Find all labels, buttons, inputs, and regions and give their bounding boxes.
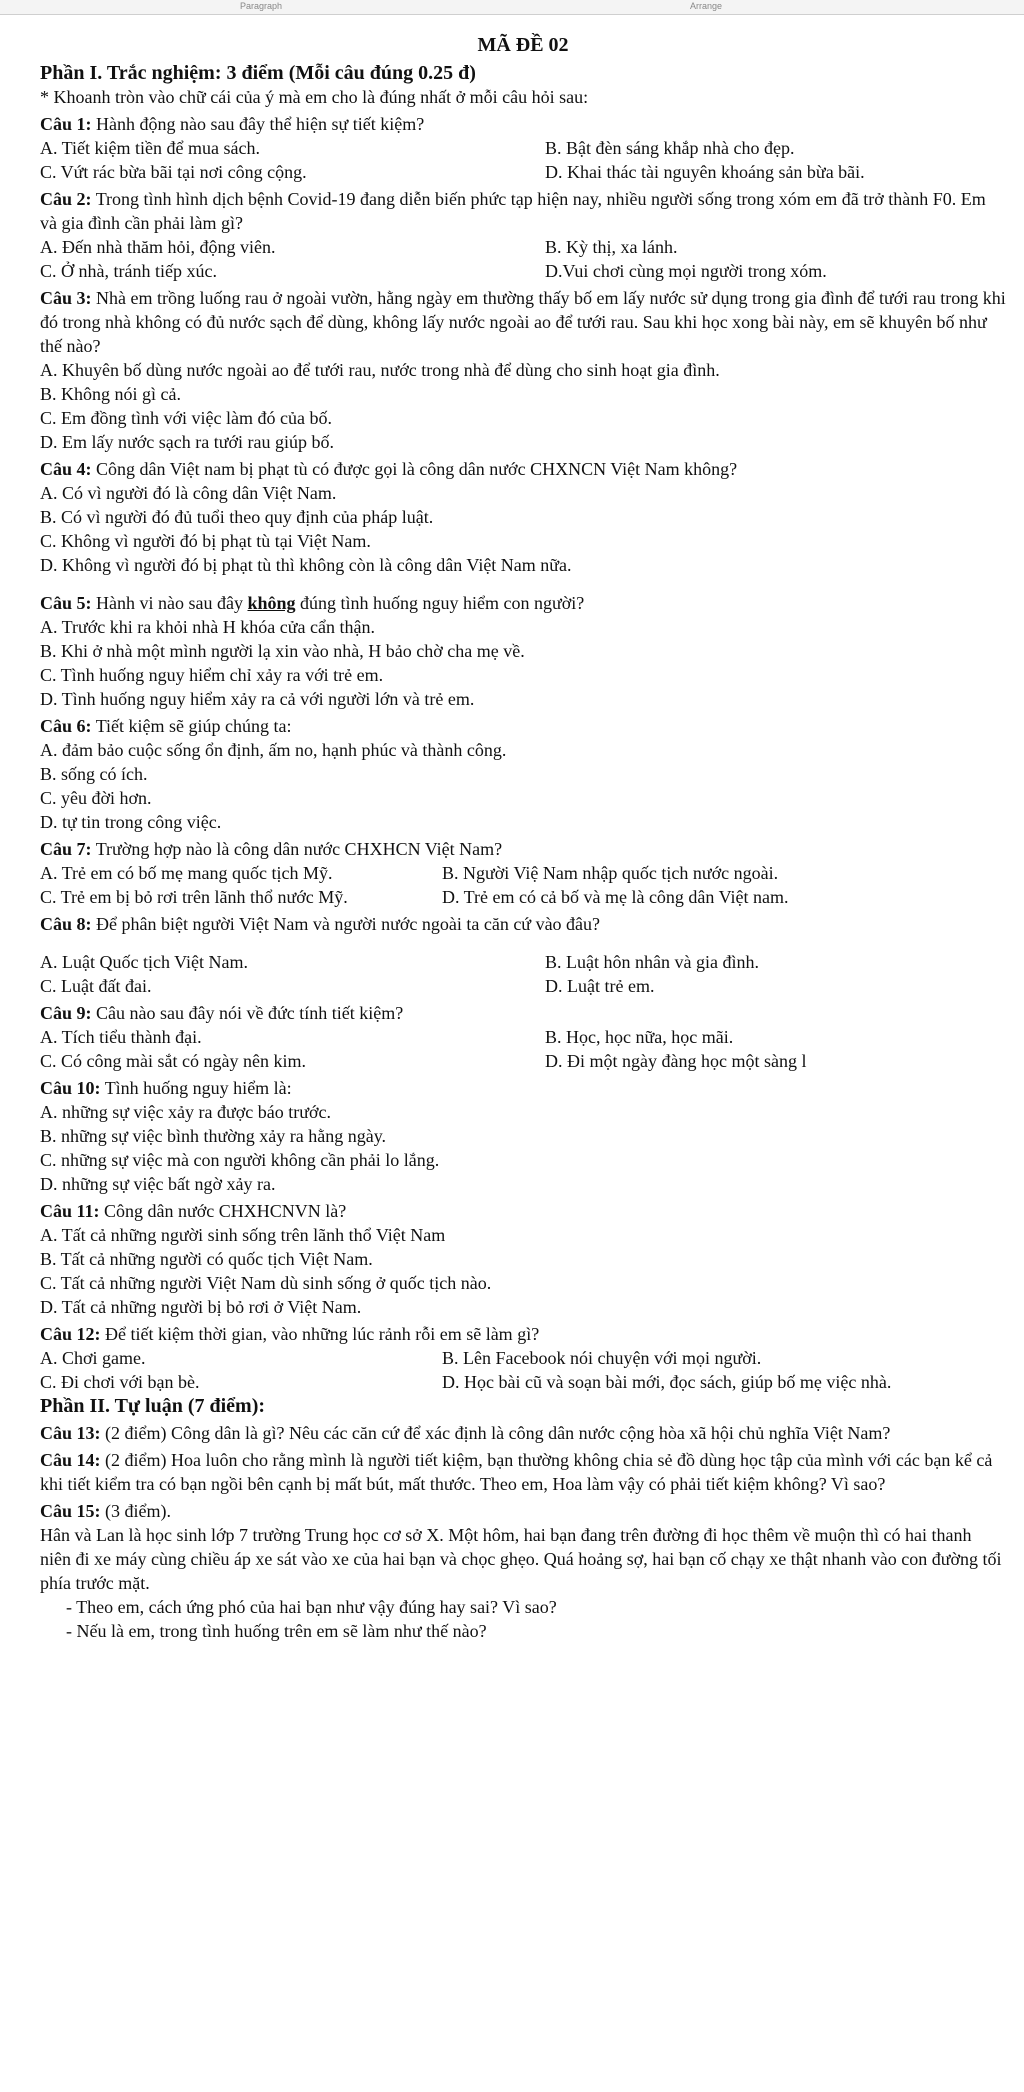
q3-option-a[interactable]: A. Khuyên bố dùng nước ngoài ao để tưới rau, nước trong nhà để dùng cho sinh hoạt gia đình. (40, 360, 720, 380)
q5-option-c[interactable]: C. Tình huống nguy hiểm chỉ xảy ra với trẻ em. (40, 665, 384, 685)
toolbar-ribbon (0, 0, 1024, 15)
q10-option-a[interactable]: A. những sự việc xảy ra được báo trước. (40, 1102, 331, 1122)
q1-text: Hành động nào sau đây thể hiện sự tiết kiệm? (91, 114, 425, 134)
q3-option-b[interactable]: B. Không nói gì cả. (40, 384, 181, 404)
question-15 (40, 1499, 1006, 1643)
q5-text-a: Hành vi nào sau đây (91, 593, 248, 613)
q7-option-b[interactable]: B. Người Việ Nam nhập quốc tịch nước ngoài. (442, 863, 779, 883)
q8-option-a[interactable]: A. Luật Quốc tịch Việt Nam. (40, 952, 249, 972)
q2-option-a[interactable]: A. Đến nhà thăm hỏi, động viên. (40, 237, 276, 257)
q6-text: Tiết kiệm sẽ giúp chúng ta: (91, 716, 292, 736)
q5-option-b[interactable]: B. Khi ở nhà một mình người lạ xin vào nhà, H bảo chờ cha mẹ về. (40, 641, 525, 661)
q15-body: Hân và Lan là học sinh lớp 7 trường Trung học cơ sở X. Một hôm, hai bạn đang trên đường đi học thêm về muộn thì có hai thanh niên đi xe máy cùng chiều áp xe sát vào xe của hai bạn và chọc ghẹo. Quá hoảng sợ, hai bạn cố chạy xe thật nhanh vào con đường tối phía trước mặt. (40, 1525, 1002, 1593)
question-5 (40, 591, 1006, 711)
q10-text: Tình huống nguy hiểm là: (100, 1078, 292, 1098)
q8-option-b[interactable]: B. Luật hôn nhân và gia đình. (545, 952, 759, 972)
q5-underlined-word: không (247, 593, 296, 613)
document-page (0, 15, 1024, 1643)
question-9 (40, 1001, 1006, 1073)
q12-option-a[interactable]: A. Chơi game. (40, 1348, 146, 1368)
q12-option-d[interactable]: D. Học bài cũ và soạn bài mới, đọc sách, giúp bố mẹ việc nhà. (442, 1372, 892, 1392)
q9-option-c[interactable]: C. Có công mài sắt có ngày nên kim. (40, 1051, 306, 1071)
q7-text: Trường hợp nào là công dân nước CHXHCN Việt Nam? (91, 839, 503, 859)
q4-option-b[interactable]: B. Có vì người đó đủ tuổi theo quy định của pháp luật. (40, 507, 434, 527)
q5-text-b: đúng tình huống nguy hiểm con người? (295, 593, 585, 613)
q12-option-c[interactable]: C. Đi chơi với bạn bè. (40, 1372, 200, 1392)
q1-label: Câu 1: (40, 114, 92, 134)
q6-label: Câu 6: (40, 716, 92, 736)
q15-subquestion-2: - Nếu là em, trong tình huống trên em sẽ làm như thế nào? (66, 1621, 487, 1641)
q4-text: Công dân Việt nam bị phạt tù có được gọi là công dân nước CHXNCN Việt Nam không? (91, 459, 738, 479)
q11-option-d[interactable]: D. Tất cả những người bị bỏ rơi ở Việt Nam. (40, 1297, 362, 1317)
question-14 (40, 1448, 1006, 1496)
q9-label: Câu 9: (40, 1003, 92, 1023)
q6-option-d[interactable]: D. tự tin trong công việc. (40, 812, 222, 832)
q12-option-b[interactable]: B. Lên Facebook nói chuyện với mọi người. (442, 1348, 762, 1368)
question-8 (40, 912, 1006, 998)
q13-label: Câu 13: (40, 1423, 101, 1443)
part2-title: Phần II. Tự luận (7 điểm): (40, 1395, 266, 1417)
q2-option-b[interactable]: B. Kỳ thị, xa lánh. (545, 237, 678, 257)
q8-label: Câu 8: (40, 914, 92, 934)
q11-option-a[interactable]: A. Tất cả những người sinh sống trên lãnh thổ Việt Nam (40, 1225, 446, 1245)
part1-instruction: * Khoanh tròn vào chữ cái của ý mà em cho là đúng nhất ở mỗi câu hỏi sau: (40, 87, 589, 107)
q6-option-c[interactable]: C. yêu đời hơn. (40, 788, 152, 808)
question-7 (40, 837, 1006, 909)
q2-label: Câu 2: (40, 189, 92, 209)
q4-option-c[interactable]: C. Không vì người đó bị phạt tù tại Việt Nam. (40, 531, 371, 551)
question-10 (40, 1076, 1006, 1196)
q14-text: (2 điểm) Hoa luôn cho rằng mình là người tiết kiệm, bạn thường không chia sẻ đồ dùng học tập của mình với các bạn kể cả khi tiết kiểm tra có bạn ngồi bên cạnh bị mất bút, mất thước. Theo em, Hoa làm vậy có phải tiết kiệm không? Vì sao? (40, 1450, 993, 1494)
q1-option-a[interactable]: A. Tiết kiệm tiền để mua sách. (40, 138, 260, 158)
q1-option-d[interactable]: D. Khai thác tài nguyên khoáng sản bừa bãi. (545, 162, 865, 182)
q2-text: Trong tình hình dịch bệnh Covid-19 đang diễn biến phức tạp hiện nay, nhiều người sống trong xóm em đã trở thành F0. Em và gia đình cần phải làm gì? (40, 189, 986, 233)
question-3 (40, 286, 1006, 454)
q10-option-b[interactable]: B. những sự việc bình thường xảy ra hằng ngày. (40, 1126, 387, 1146)
question-1 (40, 112, 1006, 184)
q4-option-a[interactable]: A. Có vì người đó là công dân Việt Nam. (40, 483, 337, 503)
q9-text: Câu nào sau đây nói về đức tính tiết kiệm? (91, 1003, 404, 1023)
q2-option-d[interactable]: D.Vui chơi cùng mọi người trong xóm. (545, 261, 827, 281)
q7-option-d[interactable]: D. Trẻ em có cả bố và mẹ là công dân Việt nam. (442, 887, 789, 907)
q15-text: (3 điểm). (100, 1501, 171, 1521)
question-4 (40, 457, 1006, 577)
q3-option-c[interactable]: C. Em đồng tình với việc làm đó của bố. (40, 408, 332, 428)
q9-option-d[interactable]: D. Đi một ngày đàng học một sàng l (545, 1051, 807, 1071)
q11-text: Công dân nước CHXHCNVN là? (99, 1201, 347, 1221)
q3-label: Câu 3: (40, 288, 92, 308)
q13-text: (2 điểm) Công dân là gì? Nêu các căn cứ để xác định là công dân nước cộng hòa xã hội chủ nghĩa Việt Nam? (100, 1423, 891, 1443)
q8-option-c[interactable]: C. Luật đất đai. (40, 976, 152, 996)
q5-label: Câu 5: (40, 593, 92, 613)
q5-option-d[interactable]: D. Tình huống nguy hiểm xảy ra cả với người lớn và trẻ em. (40, 689, 475, 709)
ribbon-paragraph-label[interactable]: Paragraph (240, 1, 283, 11)
ribbon-arrange-label[interactable]: Arrange (690, 1, 723, 11)
question-13 (40, 1421, 1006, 1445)
q6-option-b[interactable]: B. sống có ích. (40, 764, 148, 784)
q8-text: Để phân biệt người Việt Nam và người nước ngoài ta căn cứ vào đâu? (91, 914, 601, 934)
question-2 (40, 187, 1006, 283)
q4-option-d[interactable]: D. Không vì người đó bị phạt tù thì không còn là công dân Việt Nam nữa. (40, 555, 572, 575)
q5-option-a[interactable]: A. Trước khi ra khỏi nhà H khóa cửa cẩn thận. (40, 617, 375, 637)
q3-option-d[interactable]: D. Em lấy nước sạch ra tưới rau giúp bố. (40, 432, 334, 452)
q7-option-a[interactable]: A. Trẻ em có bố mẹ mang quốc tịch Mỹ. (40, 863, 333, 883)
q2-option-c[interactable]: C. Ở nhà, tránh tiếp xúc. (40, 261, 217, 281)
q10-label: Câu 10: (40, 1078, 101, 1098)
q8-option-d[interactable]: D. Luật trẻ em. (545, 976, 655, 996)
q7-option-c[interactable]: C. Trẻ em bị bỏ rơi trên lãnh thổ nước Mỹ. (40, 887, 348, 907)
q12-text: Để tiết kiệm thời gian, vào những lúc rảnh rỗi em sẽ làm gì? (100, 1324, 540, 1344)
question-11 (40, 1199, 1006, 1319)
question-12 (40, 1322, 1006, 1394)
question-6 (40, 714, 1006, 834)
q3-text: Nhà em trồng luống rau ở ngoài vườn, hằng ngày em thường thấy bố em lấy nước sử dụng trong gia đình để tưới rau trong khi đó trong nhà không có đủ nước sạch để dùng, không lấy nước ngoài ao để tưới rau. Sau khi học xong bài này, em sẽ khuyên bố như thế nào? (40, 288, 1006, 356)
q14-label: Câu 14: (40, 1450, 101, 1470)
q15-label: Câu 15: (40, 1501, 101, 1521)
q12-label: Câu 12: (40, 1324, 101, 1344)
q11-option-c[interactable]: C. Tất cả những người Việt Nam dù sinh sống ở quốc tịch nào. (40, 1273, 492, 1293)
q9-option-b[interactable]: B. Học, học nữa, học mãi. (545, 1027, 734, 1047)
exam-code: MÃ ĐỀ 02 (477, 34, 569, 56)
q4-label: Câu 4: (40, 459, 92, 479)
q11-option-b[interactable]: B. Tất cả những người có quốc tịch Việt Nam. (40, 1249, 373, 1269)
q10-option-c[interactable]: C. những sự việc mà con người không cần phải lo lắng. (40, 1150, 440, 1170)
q15-subquestion-1: - Theo em, cách ứng phó của hai bạn như vậy đúng hay sai? Vì sao? (66, 1597, 557, 1617)
q11-label: Câu 11: (40, 1201, 100, 1221)
q10-option-d[interactable]: D. những sự việc bất ngờ xảy ra. (40, 1174, 276, 1194)
q7-label: Câu 7: (40, 839, 92, 859)
part1-title: Phần I. Trắc nghiệm: 3 điểm (Mỗi câu đúng 0.25 đ) (40, 62, 476, 84)
q1-option-b[interactable]: B. Bật đèn sáng khắp nhà cho đẹp. (545, 138, 795, 158)
q6-option-a[interactable]: A. đảm bảo cuộc sống ổn định, ấm no, hạnh phúc và thành công. (40, 740, 507, 760)
q1-option-c[interactable]: C. Vứt rác bừa bãi tại nơi công cộng. (40, 162, 307, 182)
q9-option-a[interactable]: A. Tích tiểu thành đại. (40, 1027, 202, 1047)
